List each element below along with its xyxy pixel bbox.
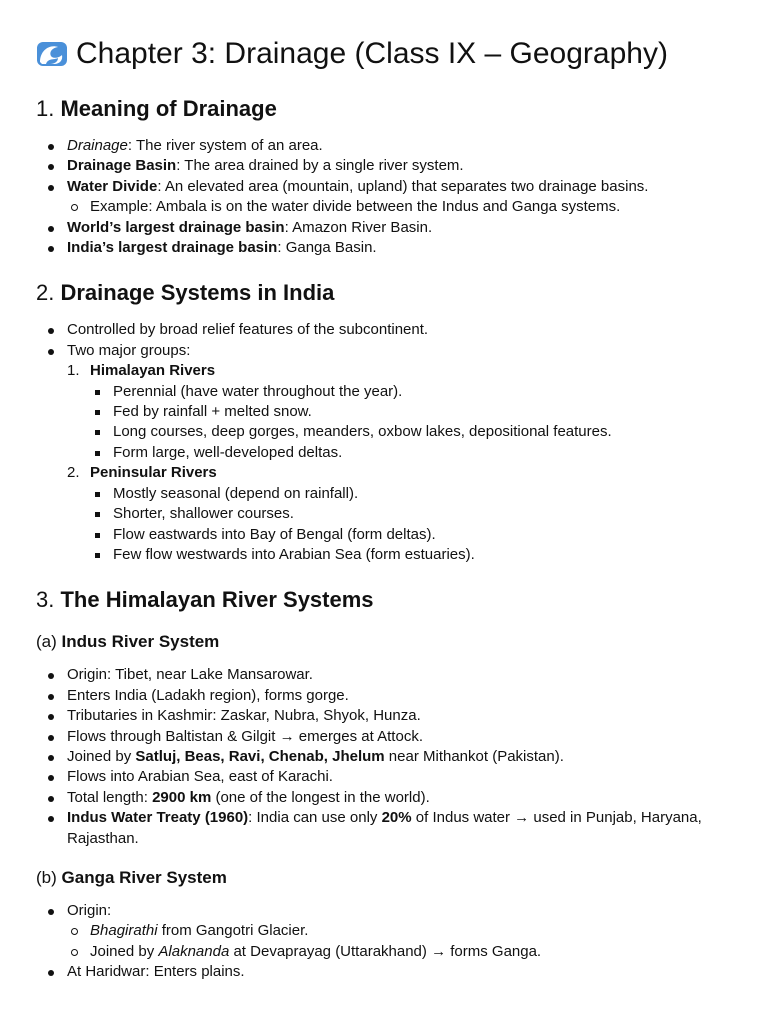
section-3-number: 3. <box>36 587 55 613</box>
sub-list <box>67 197 732 217</box>
section-1-title: Meaning of Drainage <box>60 96 277 121</box>
list-item-text: : Amazon River Basin. <box>284 218 433 236</box>
group-name: Peninsular Rivers <box>90 464 217 482</box>
section-2-number: 2. <box>36 280 55 306</box>
section-1-number: 1. <box>36 96 55 121</box>
list-item-text: Joined by <box>67 747 136 765</box>
term-india-basin: India’s largest drainage basin <box>67 239 278 257</box>
group-point: Long courses, deep gorges, meanders, oxbow lakes, depositional features. <box>90 422 732 442</box>
list-item <box>36 136 732 156</box>
list-item: Controlled by broad relief features of the subcontinent. <box>36 320 732 340</box>
list-item-text: near Mithankot (Pakistan). <box>384 747 564 765</box>
section-3-heading <box>36 587 732 613</box>
list-item-text: : The area drained by a single river system. <box>176 157 464 175</box>
list-item <box>36 788 732 808</box>
treaty-name: Indus Water Treaty (1960) <box>67 809 249 827</box>
section-1-heading <box>36 96 732 122</box>
list-item <box>36 808 732 849</box>
list-item-text: Origin: <box>67 901 112 919</box>
list-item <box>36 238 732 258</box>
list-item: Flows through Baltistan & Gilgit → emerges at Attock. <box>36 727 732 747</box>
list-item-text: : Ganga Basin. <box>277 239 377 257</box>
list-item-text: : An elevated area (mountain, upland) that separates two drainage basins. <box>157 177 649 195</box>
list-item-text: Two major groups: <box>67 341 191 359</box>
list-item-text: of Indus water → used in Punjab, Haryana, Rajasthan. <box>67 809 702 847</box>
group-points <box>90 382 732 464</box>
term-drainage: Drainage <box>67 137 128 154</box>
group-peninsular <box>67 463 732 565</box>
subsection-b-title: Ganga River System <box>61 867 227 887</box>
list-item-text: at Devaprayag (Uttarakhand) → forms Ganga. <box>229 942 542 960</box>
list-item-text: : India can use only <box>248 809 382 827</box>
term-drainage-basin: Drainage Basin <box>67 157 177 175</box>
group-name: Himalayan Rivers <box>90 362 216 380</box>
section-2-heading <box>36 280 732 306</box>
list-item-text: from Gangotri Glacier. <box>157 922 309 940</box>
ganga-list <box>36 901 732 983</box>
sub-list <box>67 921 732 962</box>
group-point: Mostly seasonal (depend on rainfall). <box>90 484 732 504</box>
term-water-divide: Water Divide <box>67 177 158 195</box>
subsection-b-prefix: (b) <box>36 867 57 887</box>
list-item <box>36 218 732 238</box>
subsection-b-heading <box>36 867 732 889</box>
term-world-basin: World’s largest drainage basin <box>67 218 285 236</box>
page-title: Chapter 3: Drainage (Class IX – Geography) <box>76 37 668 70</box>
list-item <box>36 156 732 176</box>
term-alaknanda: Alaknanda <box>158 942 230 960</box>
sub-list-item <box>67 921 732 941</box>
total-length: 2900 km <box>152 788 212 806</box>
groups-list <box>67 361 732 565</box>
list-item-text: : The river system of an area. <box>127 137 323 154</box>
term-bhagirathi: Bhagirathi <box>90 922 158 940</box>
list-item-text: Total length: <box>67 788 153 806</box>
tributaries-names: Satluj, Beas, Ravi, Chenab, Jhelum <box>135 747 385 765</box>
group-point: Shorter, shallower courses. <box>90 504 732 524</box>
section-3-title: The Himalayan River Systems <box>60 587 374 613</box>
group-point: Fed by rainfall + melted snow. <box>90 402 732 422</box>
subsection-a-prefix: (a) <box>36 632 57 652</box>
list-item: At Haridwar: Enters plains. <box>36 962 732 982</box>
group-point: Few flow westwards into Arabian Sea (form estuaries). <box>90 545 732 565</box>
section-2-list <box>36 320 732 565</box>
list-item-text: Joined by <box>90 942 159 960</box>
section-1-list <box>36 136 732 258</box>
sub-list-item: Example: Ambala is on the water divide between the Indus and Ganga systems. <box>67 197 732 217</box>
section-2-title: Drainage Systems in India <box>60 280 335 306</box>
group-number: 2. <box>67 464 80 482</box>
group-number: 1. <box>67 362 80 380</box>
group-point: Form large, well-developed deltas. <box>90 443 732 463</box>
list-item <box>36 747 732 767</box>
group-point: Perennial (have water throughout the year). <box>90 382 732 402</box>
group-himalayan <box>67 361 732 463</box>
list-item: Origin: Tibet, near Lake Mansarowar. <box>36 665 732 685</box>
page-title-row <box>36 0 732 72</box>
subsection-a-heading <box>36 631 732 653</box>
list-item: Flows into Arabian Sea, east of Karachi. <box>36 767 732 787</box>
indus-list <box>36 665 732 849</box>
subsection-a-title: Indus River System <box>61 632 220 652</box>
list-item: Enters India (Ladakh region), forms gorge. <box>36 686 732 706</box>
list-item <box>36 341 732 565</box>
sub-list-item <box>67 942 732 962</box>
treaty-share: 20% <box>381 809 412 827</box>
group-points <box>90 484 732 566</box>
group-point: Flow eastwards into Bay of Bengal (form deltas). <box>90 525 732 545</box>
list-item <box>36 177 732 218</box>
list-item-text: (one of the longest in the world). <box>211 788 430 806</box>
list-item <box>36 901 732 962</box>
list-item: Tributaries in Kashmir: Zaskar, Nubra, Shyok, Hunza. <box>36 706 732 726</box>
water-wave-icon <box>36 40 68 68</box>
